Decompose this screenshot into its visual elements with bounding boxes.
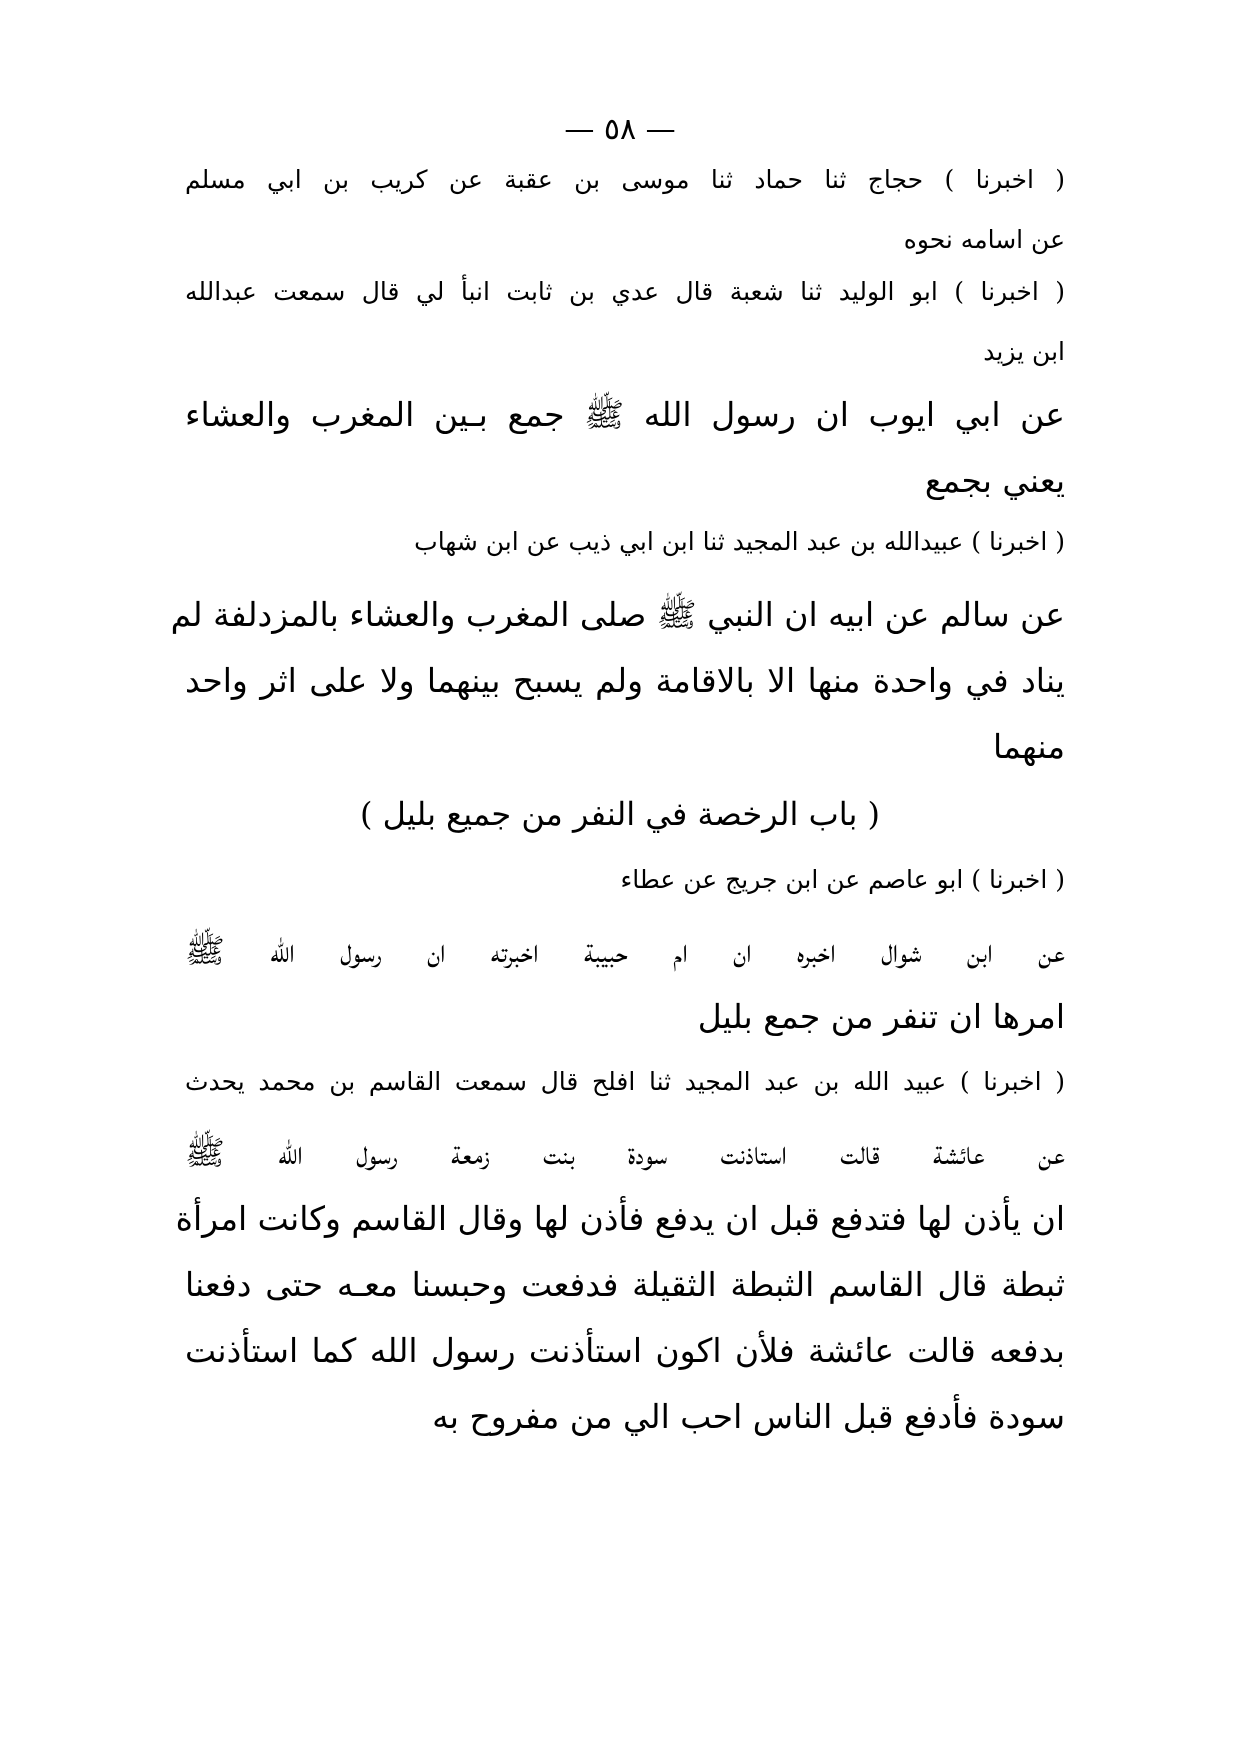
text-line: عن عائشة قالت استاذنت سودة بنت زمعة رسول الله ﷺ	[185, 1133, 1065, 1172]
page-number: — ٥٨ —	[564, 112, 676, 147]
hadith-text-paragraph	[175, 1120, 1065, 1450]
isnad-paragraph	[185, 262, 1065, 382]
isnad-paragraph	[185, 150, 1065, 270]
text-line: منهما	[993, 727, 1065, 766]
text-line: ابن يزيد	[983, 337, 1065, 366]
text-line: ( اخبرنا ) ابو الوليد ثنا شعبة قال عدي بن ثابت انبأ لي قال سمعت عبدالله	[185, 277, 1065, 306]
text-line: ( اخبرنا ) عبيدالله بن عبد المجيد ثنا ابن ابي ذيب عن ابن شهاب	[414, 527, 1065, 556]
text-line: عن سالم عن ابيه ان النبي ﷺ صلى المغرب والعشاء بالمزدلفة لم	[170, 595, 1065, 634]
text-line: يناد في واحدة منها الا بالاقامة ولم يسبح بينهما ولا على اثر واحد	[185, 661, 1065, 700]
text-line: ( اخبرنا ) حجاج ثنا حماد ثنا موسى بن عقبة عن كريب بن ابي مسلم	[185, 165, 1065, 194]
isnad-paragraph	[285, 512, 1065, 572]
hadith-text-paragraph	[170, 582, 1065, 780]
hadith-text-paragraph	[185, 918, 1065, 1050]
text-line: يعني بجمع	[924, 461, 1065, 500]
text-line: ثبطة قال القاسم الثبطة الثقيلة فدفعت وحبسنا معـه حتى دفعنا	[185, 1265, 1065, 1304]
text-line: سودة فأدفع قبل الناس احب الي من مفروح به	[432, 1397, 1065, 1436]
isnad-paragraph	[430, 850, 1065, 910]
text-line: ( اخبرنا ) عبيد الله بن عبد المجيد ثنا افلح قال سمعت القاسم بن محمد يحدث	[185, 1067, 1065, 1096]
text-line: عن اسامه نحوه	[903, 225, 1065, 254]
chapter-heading: ( باب الرخصة في النفر من جميع بليل )	[359, 795, 881, 833]
text-line: ( اخبرنا ) ابو عاصم عن ابن جريج عن عطاء	[620, 865, 1065, 894]
text-line: ان يأذن لها فتدفع قبل ان يدفع فأذن لها وقال القاسم وكانت امرأة	[175, 1199, 1065, 1238]
text-line: بدفعه قالت عائشة فلأن اكون استأذنت رسول الله كما استأذنت	[185, 1331, 1065, 1370]
isnad-paragraph	[185, 1052, 1065, 1112]
hadith-text-paragraph	[185, 382, 1065, 514]
text-line: عن ابي ايوب ان رسول الله ﷺ جمع بـين المغرب والعشاء	[185, 395, 1065, 434]
text-line: امرها ان تنفر من جمع بليل	[697, 997, 1065, 1036]
text-line: عن ابن شوال اخبره ان ام حبيبة اخبرته ان رسول الله ﷺ	[185, 931, 1065, 970]
